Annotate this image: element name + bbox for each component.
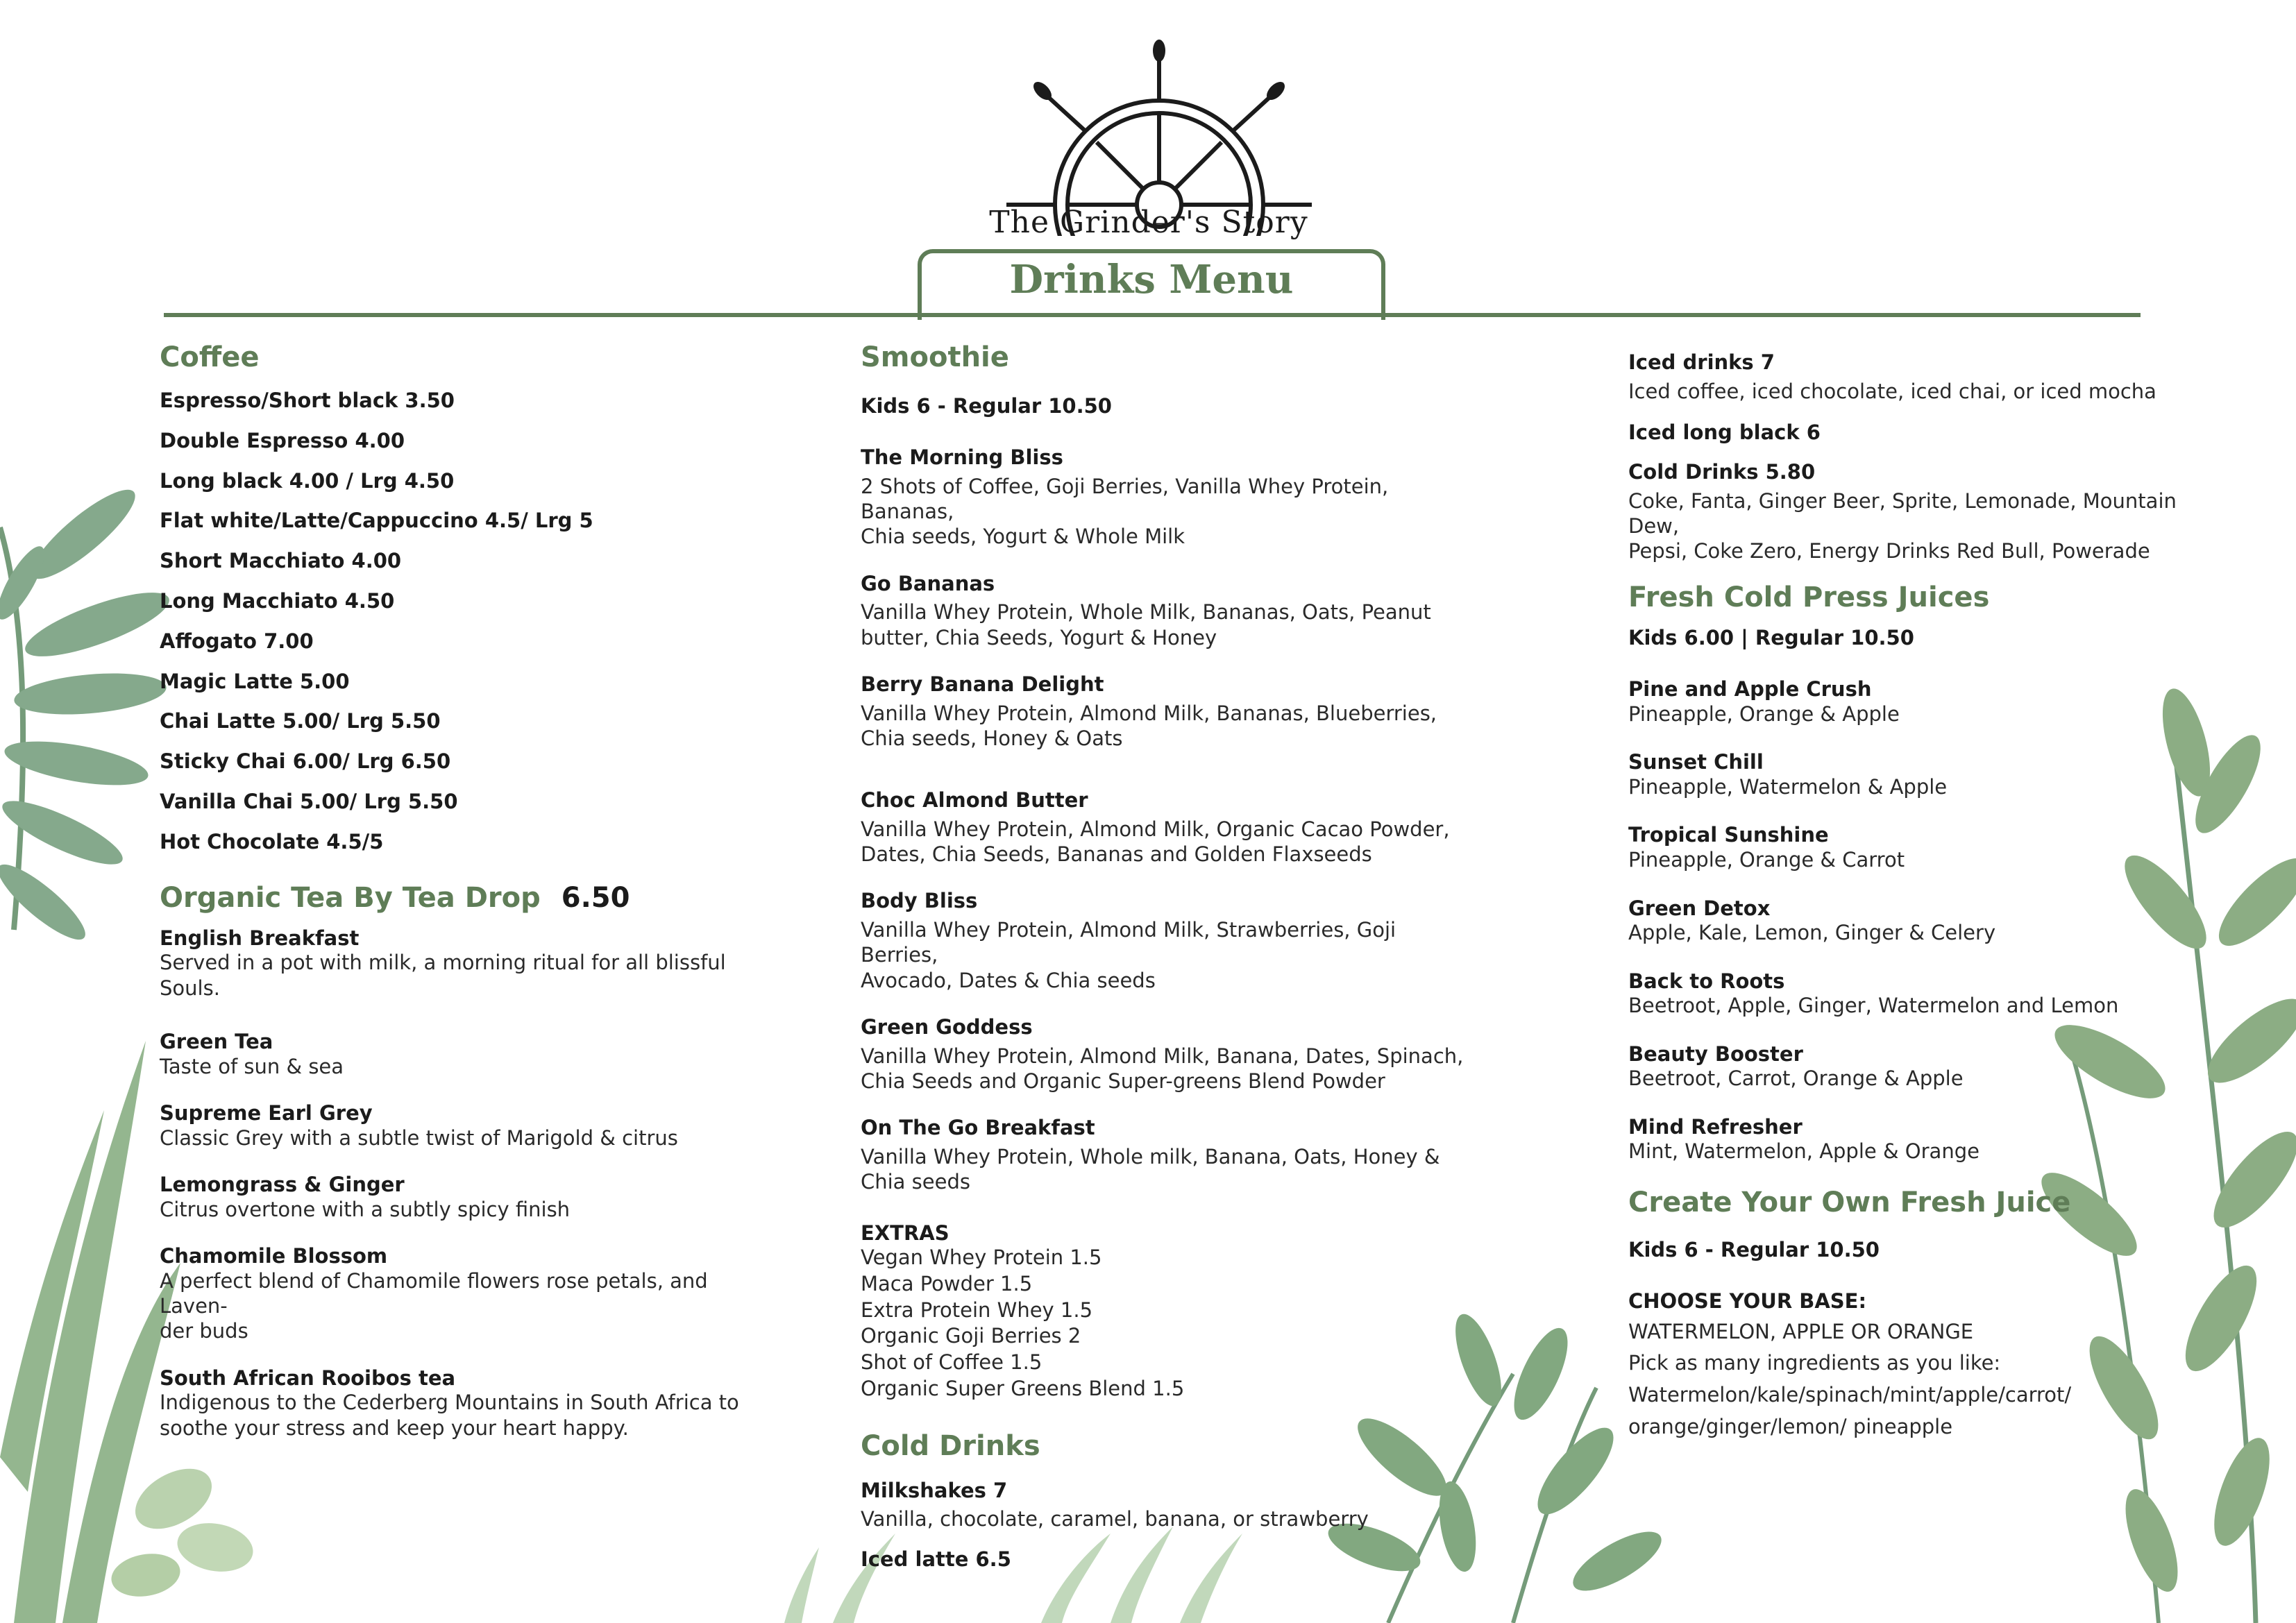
juice-item xyxy=(1628,1115,2211,1164)
extras-item: Organic Super Greens Blend 1.5 xyxy=(861,1376,1185,1400)
coffee-item: Magic Latte 5.00 xyxy=(160,669,350,693)
column-middle xyxy=(861,341,1478,1571)
tea-item-name: Green Tea xyxy=(160,1029,273,1053)
smoothie-item-name: Choc Almond Butter xyxy=(861,788,1088,813)
extras-item: Organic Goji Berries 2 xyxy=(861,1324,1081,1348)
section-heading-own-juice: Create Your Own Fresh Juice xyxy=(1628,1186,2071,1218)
column-left xyxy=(160,341,770,1441)
section-heading-coffee: Coffee xyxy=(160,341,260,373)
section-heading-smoothie: Smoothie xyxy=(861,341,1009,373)
juice-item-name: Tropical Sunshine xyxy=(1628,823,1829,847)
ingredients-line: Watermelon/kale/spinach/mint/apple/carrot/ xyxy=(1628,1382,2072,1407)
smoothie-item-name: Green Goddess xyxy=(861,1014,1033,1039)
tea-heading-text: Organic Tea By Tea Drop xyxy=(160,881,541,914)
juice-item-name: Beauty Booster xyxy=(1628,1042,1803,1066)
iced-drinks-desc: Iced coffee, iced chocolate, iced chai, or iced mocha xyxy=(1628,379,2156,403)
juice-item xyxy=(1628,823,2211,872)
tea-item-name: South African Rooibos tea xyxy=(160,1366,456,1390)
coffee-list xyxy=(160,389,770,854)
juice-item-desc: Beetroot, Carrot, Orange & Apple xyxy=(1628,1067,1964,1091)
juice-item-name: Green Detox xyxy=(1628,896,1771,920)
extras-item: Maca Powder 1.5 xyxy=(861,1272,1033,1296)
milkshakes-name: Milkshakes 7 xyxy=(861,1478,1008,1502)
juice-item-desc: Pineapple, Orange & Apple xyxy=(1628,702,1900,726)
smoothie-item-name: Berry Banana Delight xyxy=(861,672,1104,696)
smoothie-item-name: The Morning Bliss xyxy=(861,445,1063,469)
pick-text: Pick as many ingredients as you like: xyxy=(1628,1351,2001,1375)
extras-item: Extra Protein Whey 1.5 xyxy=(861,1298,1093,1322)
coffee-item: Short Macchiato 4.00 xyxy=(160,549,402,573)
fern-left-top-icon xyxy=(0,478,176,949)
column-right xyxy=(1628,350,2211,1440)
coffee-item: Espresso/Short black 3.50 xyxy=(160,389,455,412)
juice-item xyxy=(1628,969,2211,1019)
coffee-item: Long black 4.00 / Lrg 4.50 xyxy=(160,468,455,493)
smoothie-item xyxy=(861,572,1478,650)
coffee-item: Sticky Chai 6.00/ Lrg 6.50 xyxy=(160,749,451,774)
coffee-item: Flat white/Latte/Cappuccino 4.5/ Lrg 5 xyxy=(160,509,593,533)
brand-name: The Grinder's Story xyxy=(989,205,1308,240)
smoothie-item xyxy=(861,672,1478,751)
smoothie-item-desc: Vanilla Whey Protein, Almond Milk, Bananas, Blueberries, Chia seeds, Honey & Oats xyxy=(861,701,1437,750)
tea-item xyxy=(160,1030,770,1079)
smoothie-item-desc: Vanilla Whey Protein, Whole Milk, Bananas, Oats, Peanut butter, Chia Seeds, Yogurt & Honey xyxy=(861,600,1431,649)
juice-list xyxy=(1628,677,2211,1164)
page-title: Drinks Menu xyxy=(1009,257,1294,303)
coffee-item: Vanilla Chai 5.00/ Lrg 5.50 xyxy=(160,789,458,813)
smoothie-item-desc: 2 Shots of Coffee, Goji Berries, Vanilla Whey Protein, Bananas, Chia seeds, Yogurt & Whole Milk xyxy=(861,474,1389,549)
juice-item-name: Mind Refresher xyxy=(1628,1114,1803,1139)
base-label: CHOOSE YOUR BASE: xyxy=(1628,1289,1867,1313)
smoothie-item-name: Body Bliss xyxy=(861,889,978,913)
smoothie-item xyxy=(861,445,1478,550)
smoothie-item xyxy=(861,1116,1478,1194)
iced-long-black: Iced long black 6 xyxy=(1628,420,1821,445)
tea-price: 6.50 xyxy=(561,881,630,914)
extras-heading: EXTRAS xyxy=(861,1221,949,1245)
smoothie-list xyxy=(861,445,1478,1195)
juice-item-desc: Beetroot, Apple, Ginger, Watermelon and Lemon xyxy=(1628,994,2119,1018)
juice-item-desc: Mint, Watermelon, Apple & Orange xyxy=(1628,1139,1980,1164)
coffee-item: Affogato 7.00 xyxy=(160,629,314,653)
iced-drinks-name: Iced drinks 7 xyxy=(1628,350,1775,374)
extras-item: Shot of Coffee 1.5 xyxy=(861,1350,1043,1375)
smoothie-item xyxy=(861,788,1478,867)
juice-item-name: Back to Roots xyxy=(1628,969,1785,993)
section-heading-cold-drinks: Cold Drinks xyxy=(861,1429,1040,1462)
smoothie-item xyxy=(861,889,1478,993)
tea-item xyxy=(160,926,770,1001)
tea-item xyxy=(160,1101,770,1150)
base-options: WATERMELON, APPLE OR ORANGE xyxy=(1628,1319,1974,1343)
iced-latte: Iced latte 6.5 xyxy=(861,1547,1011,1571)
smoothie-item-desc: Vanilla Whey Protein, Whole milk, Banana, Oats, Honey & Chia seeds xyxy=(861,1145,1440,1194)
smoothie-item-desc: Vanilla Whey Protein, Almond Milk, Banana, Dates, Spinach, Chia Seeds and Organic Super-greens Blend Powder xyxy=(861,1044,1464,1094)
tea-item-desc: Served in a pot with milk, a morning ritual for all blissful Souls. xyxy=(160,951,726,1000)
tea-item xyxy=(160,1173,770,1222)
juice-item-desc: Apple, Kale, Lemon, Ginger & Celery xyxy=(1628,921,1996,945)
ingredients-line: orange/ginger/lemon/ pineapple xyxy=(1628,1414,1953,1438)
tea-item-name: Supreme Earl Grey xyxy=(160,1101,373,1125)
tea-item xyxy=(160,1366,770,1441)
tea-item-name: English Breakfast xyxy=(160,926,360,950)
section-heading-tea xyxy=(160,882,770,914)
juice-item-name: Sunset Chill xyxy=(1628,750,1764,774)
coffee-item: Double Espresso 4.00 xyxy=(160,428,405,452)
juice-item xyxy=(1628,1042,2211,1091)
section-heading-juices: Fresh Cold Press Juices xyxy=(1628,581,1990,614)
juice-item xyxy=(1628,750,2211,799)
juice-item-desc: Pineapple, Watermelon & Apple xyxy=(1628,775,1948,799)
juices-price-note: Kids 6.00 | Regular 10.50 xyxy=(1628,626,1914,650)
cold-drinks-desc: Coke, Fanta, Ginger Beer, Sprite, Lemonade, Mountain Dew, Pepsi, Coke Zero, Energy Drinks Red Bull, Powerade xyxy=(1628,488,2177,563)
coffee-item: Hot Chocolate 4.5/5 xyxy=(160,829,384,853)
smoothie-item xyxy=(861,1015,1478,1094)
tea-item-desc: Classic Grey with a subtle twist of Marigold & citrus xyxy=(160,1125,678,1150)
smoothie-item-desc: Vanilla Whey Protein, Almond Milk, Organic Cacao Powder, Dates, Chia Seeds, Bananas and Golden Flaxseeds xyxy=(861,817,1450,867)
tea-item-desc: A perfect blend of Chamomile flowers rose petals, and Laven- der buds xyxy=(160,1268,708,1343)
smoothie-item-name: On The Go Breakfast xyxy=(861,1116,1095,1140)
juice-item xyxy=(1628,897,2211,946)
header-divider xyxy=(164,313,2141,317)
juice-item-name: Pine and Apple Crush xyxy=(1628,677,1872,702)
coffee-item: Chai Latte 5.00/ Lrg 5.50 xyxy=(160,709,441,733)
smoothie-item-name: Go Bananas xyxy=(861,571,995,595)
juice-item-desc: Pineapple, Orange & Carrot xyxy=(1628,848,1905,872)
tea-list xyxy=(160,926,770,1441)
smoothie-item-desc: Vanilla Whey Protein, Almond Milk, Strawberries, Goji Berries, Avocado, Dates & Chia seeds xyxy=(861,918,1396,992)
tea-item-desc: Indigenous to the Cederberg Mountains in South Africa to soothe your stress and keep your heart happy. xyxy=(160,1391,739,1440)
extras-item: Vegan Whey Protein 1.5 xyxy=(861,1246,1102,1270)
smoothie-price-note: Kids 6 - Regular 10.50 xyxy=(861,394,1112,418)
tea-item-desc: Taste of sun & sea xyxy=(160,1054,344,1078)
tea-item xyxy=(160,1244,770,1344)
coffee-item: Long Macchiato 4.50 xyxy=(160,588,395,613)
tea-item-name: Chamomile Blossom xyxy=(160,1244,388,1268)
own-juice-price-note: Kids 6 - Regular 10.50 xyxy=(1628,1237,1880,1261)
cold-drinks-price-name: Cold Drinks 5.80 xyxy=(1628,459,1816,484)
tea-item-name: Lemongrass & Ginger xyxy=(160,1172,405,1196)
juice-item xyxy=(1628,677,2211,726)
extras-block xyxy=(861,1221,1478,1402)
milkshakes-desc: Vanilla, chocolate, caramel, banana, or strawberry xyxy=(861,1507,1369,1531)
tea-item-desc: Citrus overtone with a subtly spicy finish xyxy=(160,1197,571,1221)
